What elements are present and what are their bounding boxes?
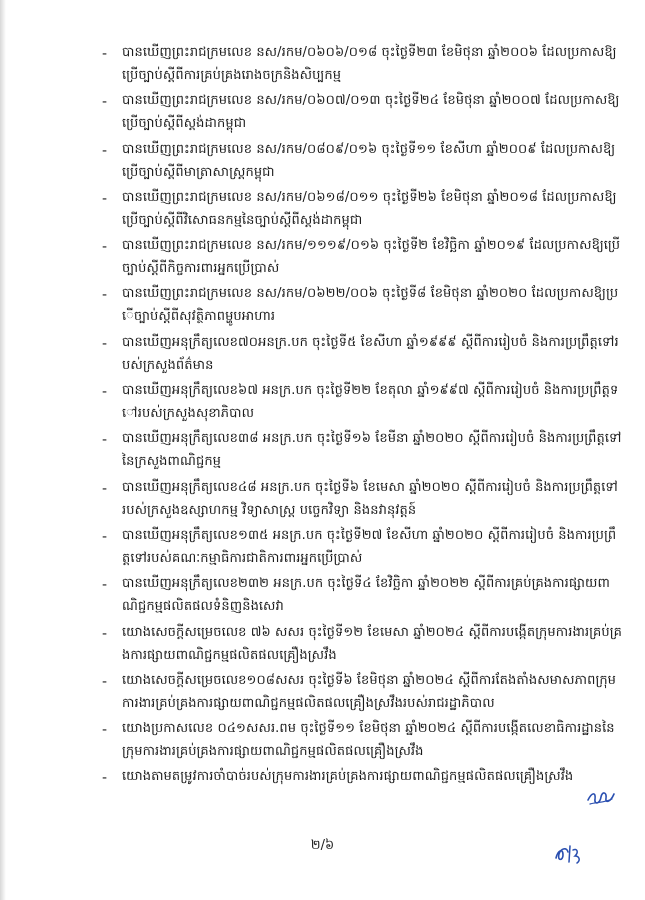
clause-text: បានឃើញអនុក្រឹត្យលេខ៧០អនក្រ.បក ចុះថ្ងៃទី៥ ខែសីហា ឆ្នាំ១៩៩៩ ស្តីពីការរៀបចំ និងការប្រព្រឹត្តទៅរបស់ក្រសួងព័ត៌មាន <box>122 334 619 373</box>
clause-text: បានឃើញអនុក្រឹត្យលេខ៤៨ អនក្រ.បក ចុះថ្ងៃទី៦ ខែមេសា ឆ្នាំ២០២០ ស្តីពីការរៀបចំ និងការប្រព្រឹត្តទៅរបស់ក្រសួងឧស្សាហកម្ម វិទ្យាសាស្ត្រ បច្ចេកវិទ្យា និងនវានុវត្តន៍ <box>122 479 618 518</box>
clause-bullet: - <box>102 480 108 497</box>
clause-item <box>102 234 622 282</box>
clause-text: បានឃើញអនុក្រឹត្យលេខ២៣២ អនក្រ.បក ចុះថ្ងៃទី៤ ខែវិច្ឆិកា ឆ្នាំ២០២២ ស្តីពីការគ្រប់គ្រងការផ្សាយពាណិជ្ជកម្មផលិតផលទំនិញនិងសេវា <box>122 576 610 615</box>
clause-text: បានឃើញព្រះរាជក្រមលេខ នស/រកម/០៨០៩/០១៦ ចុះថ្ងៃទី១១ ខែសីហា ឆ្នាំ២០០៩ ដែលប្រកាសឱ្យប្រើច្បាប់ស្តីពីមាត្រាសាស្រ្តកម្ពុជា <box>122 141 616 180</box>
clause-item <box>102 621 622 669</box>
clause-text: បានឃើញព្រះរាជក្រមលេខ នស/រកម/០៦០៦/០១៨ ចុះថ្ងៃទី២៣ ខែមិថុនា ឆ្នាំ២០០៦ ដែលប្រកាសឱ្យប្រើច្បាប់ស្តីពីការគ្រប់គ្រងរោងចក្រនិងសិប្បកម្ម <box>122 45 617 83</box>
clause-bullet: - <box>102 673 108 690</box>
clause-bullet: - <box>102 722 108 739</box>
clause-item <box>102 186 622 234</box>
clause-text: យោងសេចក្តីសម្រេចលេខ ៧៦ សសរ ចុះថ្ងៃទី១២ ខែមេសា ឆ្នាំ២០២៤ ស្តីពីការបង្កើតក្រុមការងារគ្រប់គ្រងការផ្សាយពាណិជ្ជកម្មផលិតផលគ្រឿងស្រវឹង <box>122 624 622 663</box>
page-edge-shadow <box>0 0 6 900</box>
clause-bullet: - <box>102 432 108 449</box>
clause-bullet: - <box>102 239 108 256</box>
initial-signature-mark <box>586 786 616 808</box>
clause-bullet: - <box>102 528 108 545</box>
clause-item <box>102 572 622 620</box>
clause-text: បានឃើញអនុក្រឹត្យលេខ៣៨ អនក្រ.បក ចុះថ្ងៃទី១៦ ខែមីនា ឆ្នាំ២០២០ ស្តីពីការរៀបចំ និងការប្រព្រឹត្តទៅនៃក្រសួងពាណិជ្ជកម្ម <box>122 431 622 470</box>
clause-list <box>102 41 622 814</box>
clause-text: បានឃើញអនុក្រឹត្យលេខ១៣៥ អនក្រ.បក ចុះថ្ងៃទី២៧ ខែសីហា ឆ្នាំ២០២០ ស្តីពីការរៀបចំ និងការប្រព្រឹត្តទៅរបស់គណៈកម្មាធិការជាតិការពារអ្នកប្រើប្រាស់ <box>122 527 617 566</box>
clause-text: បានឃើញព្រះរាជក្រមលេខ នស/រកម/០៦០៧/០១៣ ចុះថ្ងៃទី២៤ ខែមិថុនា ឆ្នាំ២០០៧ ដែលប្រកាសឱ្យប្រើច្បាប់ស្តីពីស្តង់ដាកម្ពុជា <box>122 93 620 132</box>
footer-signature-mark <box>553 842 583 866</box>
clause-item <box>102 379 622 427</box>
clause-bullet: - <box>102 142 108 159</box>
clause-item <box>102 524 622 572</box>
clause-bullet: - <box>102 46 108 62</box>
clause-bullet: - <box>102 384 108 401</box>
clause-text: បានឃើញព្រះរាជក្រមលេខ នស/រកម/០៦១៨/០១១ ចុះថ្ងៃទី២៦ ខែមិថុនា ឆ្នាំ២០១៨ ដែលប្រកាសឱ្យប្រើច្បាប់ស្តីពីវិសោធនកម្មនៃច្បាប់ស្តីពីស្តង់ដាកម្ពុជា <box>122 189 617 228</box>
clause-item <box>102 41 622 89</box>
clause-bullet: - <box>102 94 108 111</box>
clause-text: យោងសេចក្តីសម្រេចលេខ១០៨សសរ ចុះថ្ងៃទី៦ ខែមិថុនា ឆ្នាំ២០២៤ ស្តីពីការតែងតាំងសមាសភាពក្រុមការងារគ្រប់គ្រងការផ្សាយពាណិជ្ជកម្មផលិតផលគ្រឿងស្រវឹងរបស់រាជរដ្ឋាភិបាល <box>122 672 617 711</box>
page-number: ២/៦ <box>310 838 335 853</box>
clause-item <box>102 331 622 379</box>
clause-bullet: - <box>102 190 108 207</box>
clause-text: យោងតាមតម្រូវការចាំបាច់របស់ក្រុមការងារគ្រប់គ្រងការផ្សាយពាណិជ្ជកម្មផលិតផលគ្រឿងស្រវឹង <box>122 769 574 785</box>
clause-bullet: - <box>102 625 108 642</box>
clause-text: បានឃើញព្រះរាជក្រមលេខ នស/រកម/០៦២២/០០៦ ចុះថ្ងៃទី៨ ខែមិថុនា ឆ្នាំ២០២០ ដែលប្រកាសឱ្យប្រើច្បាប់ស្តីពីសុវត្ថិភាពម្ហូបអាហារ <box>122 286 619 325</box>
clause-bullet: - <box>102 577 108 594</box>
clause-bullet: - <box>102 335 108 352</box>
clause-item <box>102 138 622 186</box>
clause-text: បានឃើញអនុក្រឹត្យលេខ៦៧ អនក្រ.បក ចុះថ្ងៃទី២២ ខែតុលា ឆ្នាំ១៩៩៧ ស្តីពីការរៀបចំ និងការប្រព្រឹត្តទៅរបស់ក្រសួងសុខាភិបាល <box>122 383 619 422</box>
clause-text: យោងប្រកាសលេខ ០៤១សសរ.ពម ចុះថ្ងៃទី១១ ខែមិថុនា ឆ្នាំ២០២៤ ស្តីពីការបង្កើតលេខាធិការដ្ឋាននៃក្រុមការងារគ្រប់គ្រងការផ្សាយពាណិជ្ជកម្មផលិតផលគ្រឿងស្រវឹង <box>122 721 615 760</box>
clause-item <box>102 427 622 475</box>
clause-item <box>102 669 622 717</box>
clause-item <box>102 476 622 524</box>
clause-item <box>102 717 622 765</box>
clause-bullet: - <box>102 770 108 787</box>
clause-text: បានឃើញព្រះរាជក្រមលេខ នស/រកម/១១១៩/០១៦ ចុះថ្ងៃទី២ ខែវិច្ឆិកា ឆ្នាំ២០១៩ ដែលប្រកាសឱ្យប្រើច្បាប់ស្តីពីកិច្ចការពារអ្នកប្រើប្រាស់ <box>122 238 621 277</box>
clause-bullet: - <box>102 287 108 304</box>
clause-item <box>102 89 622 137</box>
clause-item <box>102 765 622 813</box>
clause-item <box>102 282 622 330</box>
